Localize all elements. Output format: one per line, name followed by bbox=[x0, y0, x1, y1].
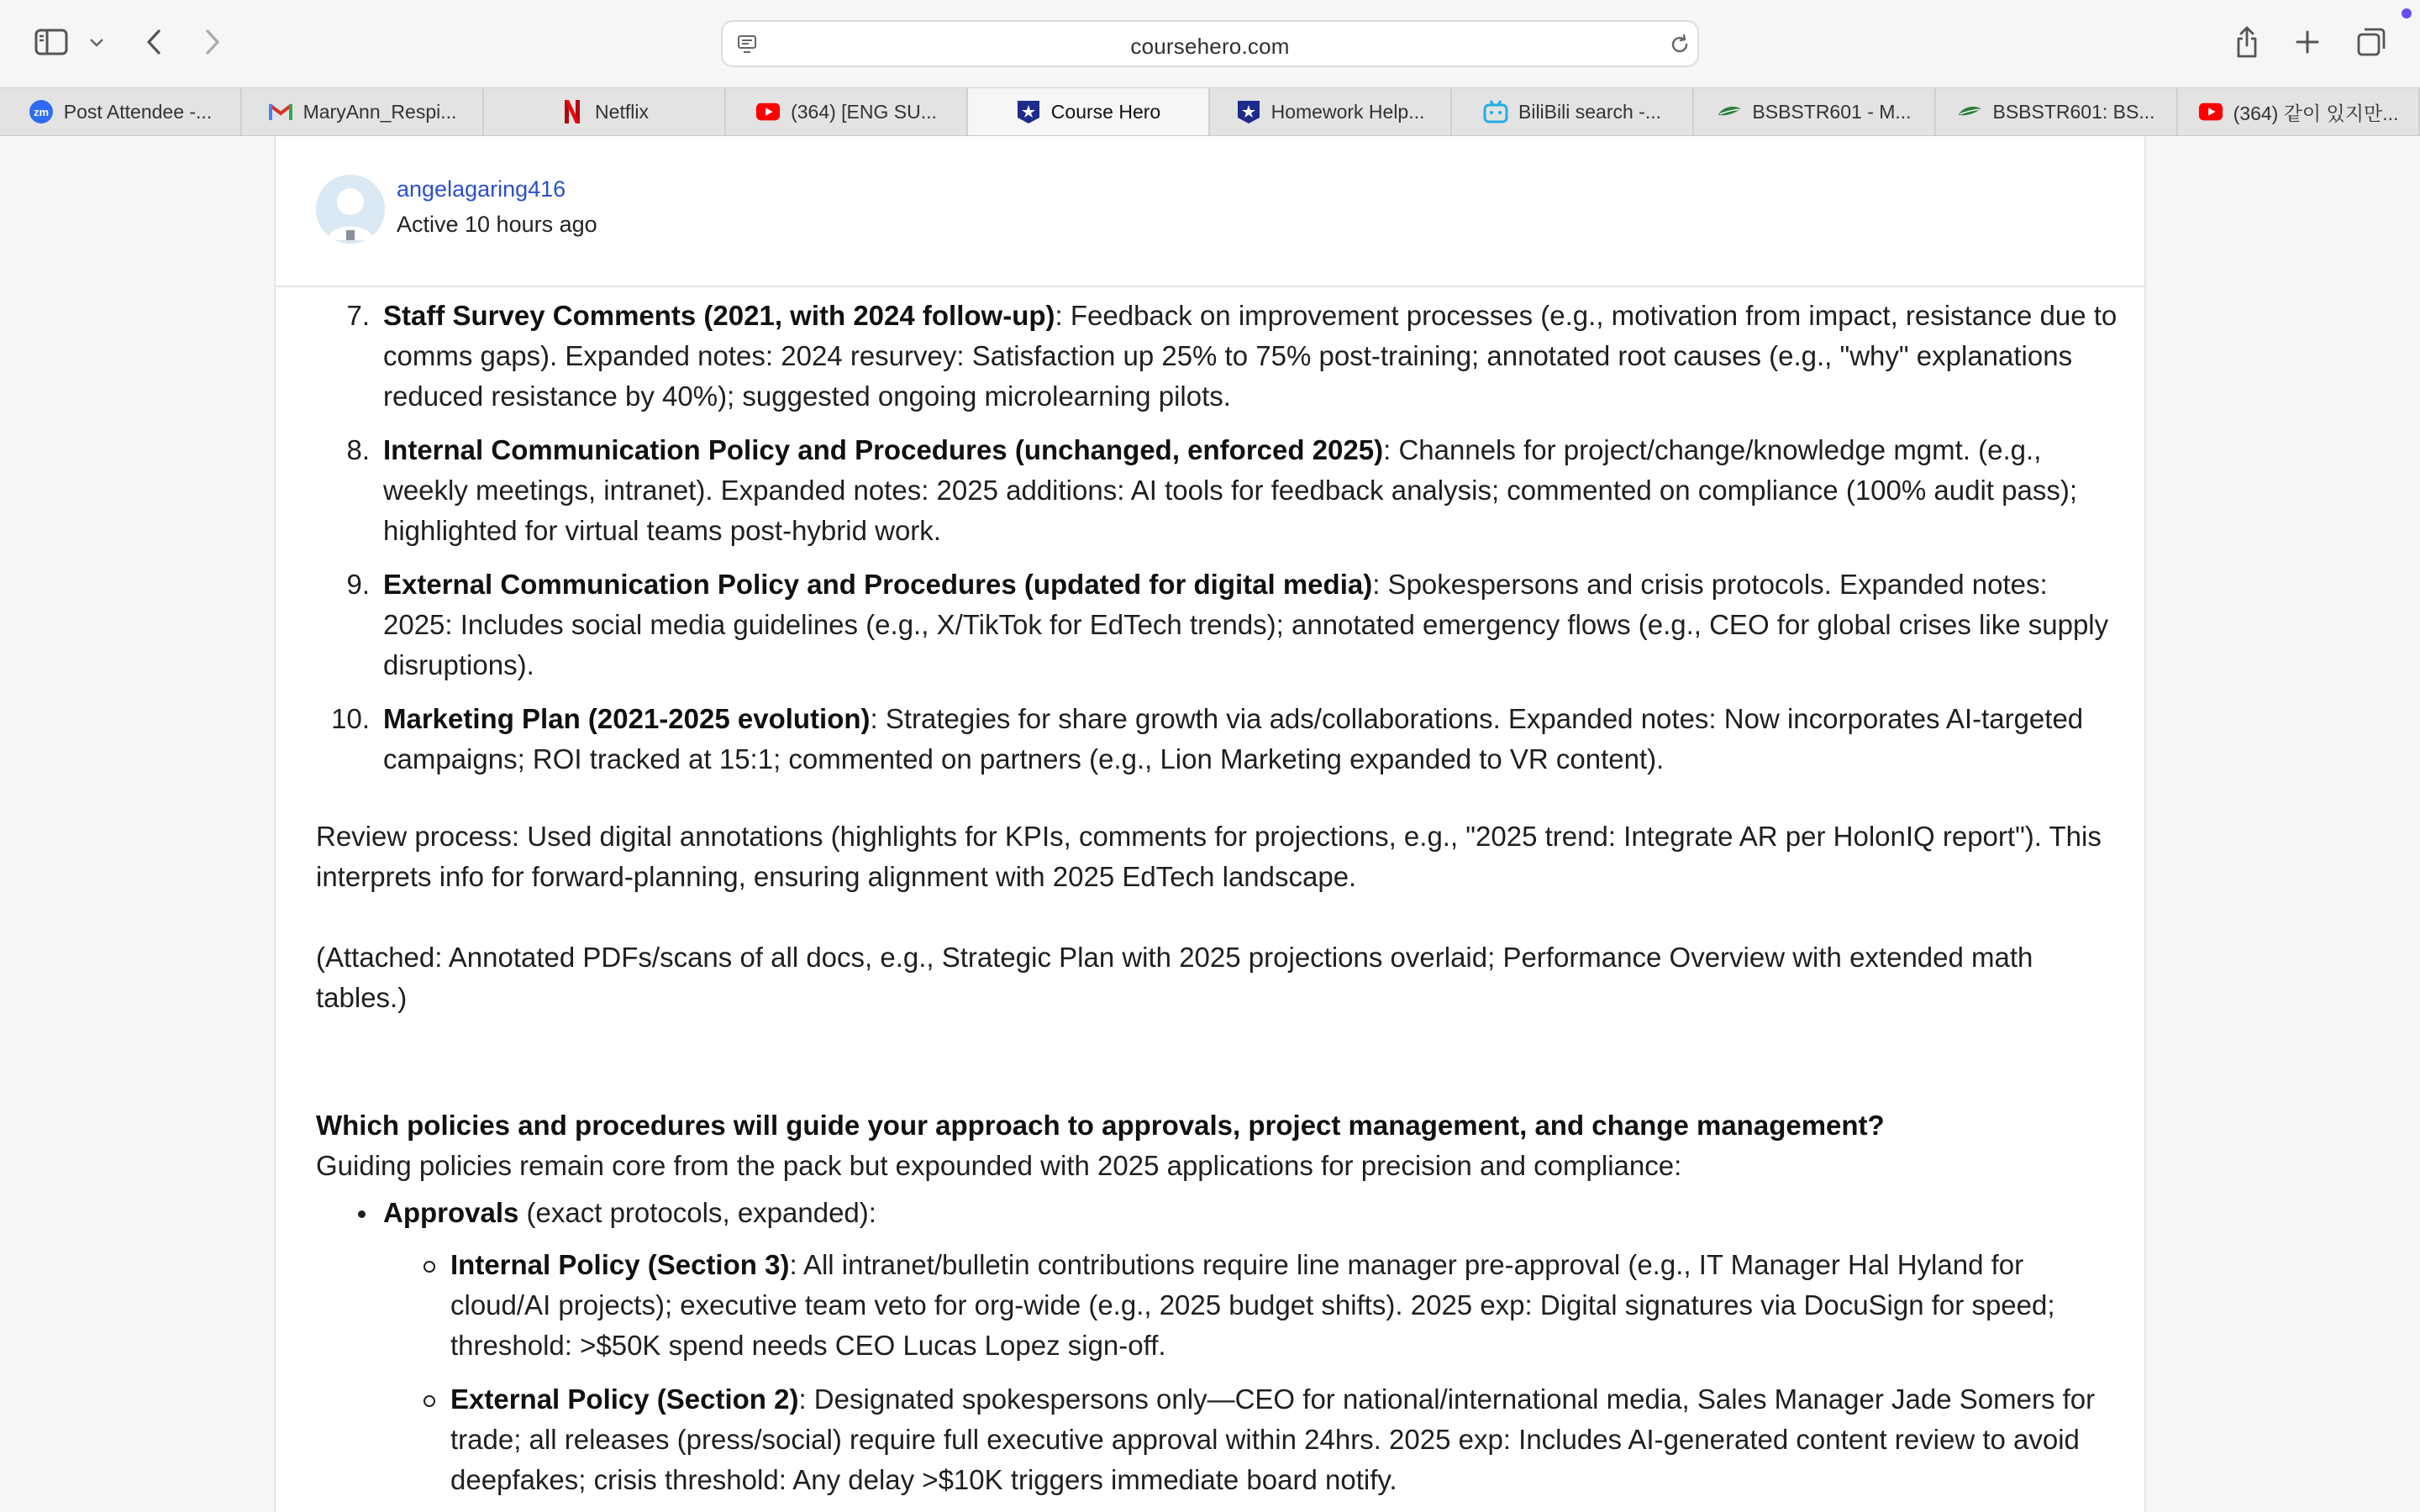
sub-list-item bbox=[383, 1379, 2123, 1500]
item-title: External Communication Policy and Procedures (updated for digital media) bbox=[383, 569, 1373, 600]
page-background bbox=[0, 136, 2420, 1512]
item-text: : Feedback on improvement processes (e.g., motivation from impact, resistance due to comms gaps). Expanded notes: 2024 resurvey: Satisfaction up 25% to 75% post-training; annotated root causes (e.g., "why" explanations reduced resistance by 40%); suggested ongoing microlearning pilots. bbox=[383, 300, 2118, 412]
list-item: 8. Internal Communication Policy and Procedures (unchanged, enforced 2025): Channels for project/change/knowledge mgmt. (e.g., weekly meetings, intranet). Expanded notes: 2025 additions: AI tools for feedback analysis; commented on compliance (100% audit pass); highlighted for virtual teams post-hybrid work. bbox=[346, 434, 2077, 546]
review-process-text: Review process: Used digital annotations (highlights for KPIs, comments for projections, e.g., "2025 trend: Integrate AR per HolonIQ report"). This interprets info for forward-planning, ensuring alignment with 2025 EdTech landscape. bbox=[316, 821, 2102, 892]
post-body bbox=[316, 287, 2123, 1512]
list-item-approvals: Approvals (exact protocols, expanded): Internal Policy (Section 3): All intranet/bulletin contributions require line manager pre-approval (e.g., IT Manager Hal Hyland for cloud/AI projects); executive team veto for org-wide (e.g., 2025 budget shifts). 2025 exp: Digital signatures via DocuSign for speed; threshold: >$50K spend needs CEO Lucas Lopez sign-off. External Policy (Section 2): Designated spokespersons only—CEO for national/international media, Sales Manager Jade Somers for trade; all releases (press/social) require full executive approval within 24hrs. 2025 exp: Includes AI-generated content review to avoid deepfakes; crisis threshold: Any delay >$10K triggers immediate board notify. bbox=[316, 1193, 2123, 1500]
svg-text:zm: zm bbox=[33, 106, 49, 118]
item-text: : Strategies for share growth via ads/collaborations. Expanded notes: Now incorporates AI-targeted campaigns; ROI tracked at 15:1; commented on partners (e.g., Lion Marketing expanded to VR content). bbox=[383, 703, 2084, 774]
tab-course-hero[interactable]: Course Hero bbox=[968, 88, 1210, 135]
notification-dot bbox=[2402, 8, 2412, 18]
approaches-list bbox=[316, 1193, 2123, 1500]
avatar[interactable] bbox=[316, 175, 385, 244]
tab-bar bbox=[0, 87, 2420, 136]
coursehero-icon bbox=[1016, 99, 1041, 124]
list-item: 10. Marketing Plan (2021-2025 evolution): Strategies for share growth via ads/collaborations. Expanded notes: Now incorporates AI-targeted campaigns; ROI tracked at 15:1; commented on partners (e.g., Lion Marketing expanded to VR content). bbox=[331, 703, 2084, 774]
back-icon[interactable] bbox=[139, 25, 168, 59]
item-text: : Channels for project/change/knowledge mgmt. (e.g., weekly meetings, intranet). Expanded notes: 2025 additions: AI tools for feedback analysis; commented on compliance (100% audit pass); highlighted for virtual teams post-hybrid work. bbox=[383, 434, 2077, 546]
sub-item-text: : Designated spokespersons only—CEO for national/international media, Sales Manager Jade Somers for trade; all releases (press/social) require full executive approval within 24hrs. 2025 exp: Includes AI-generated content review to avoid deepfakes; crisis threshold: Any delay >$10K triggers immediate board notify. bbox=[450, 1383, 2096, 1495]
question-heading: Which policies and procedures will guide your approach to approvals, project management, and change management? bbox=[316, 1110, 1885, 1141]
sub-list-item bbox=[383, 1245, 2123, 1366]
reload-icon[interactable] bbox=[1667, 32, 1692, 57]
tab-post-attendee[interactable]: zm Post Attendee -... bbox=[0, 88, 242, 135]
tab-youtube-eng[interactable]: (364) [ENG SU... bbox=[726, 88, 968, 135]
coursehero-icon bbox=[1236, 99, 1261, 124]
user-header bbox=[276, 136, 2144, 287]
gmail-icon bbox=[268, 99, 293, 124]
tab-maryann[interactable]: MaryAnn_Respi... bbox=[242, 88, 484, 135]
item-title: Marketing Plan (2021-2025 evolution) bbox=[383, 703, 871, 734]
list-item: 9. External Communication Policy and Procedures (updated for digital media): Spokespersons and crisis protocols. Expanded notes: 2025: Includes social media guidelines (e.g., X/TikTok for EdTech trends); annotated emergency flows (e.g., CEO for global crises like supply disruptions). bbox=[346, 569, 2109, 680]
tab-youtube-korean[interactable]: (364) 같이 있지만... bbox=[2178, 88, 2420, 135]
youtube-icon bbox=[2198, 99, 2223, 124]
forward-icon[interactable] bbox=[198, 25, 227, 59]
new-tab-icon[interactable] bbox=[2292, 27, 2323, 57]
leaf-icon bbox=[1717, 99, 1742, 124]
attached-note: (Attached: Annotated PDFs/scans of all docs, e.g., Strategic Plan with 2025 projections overlaid; Performance Overview with extended math tables.) bbox=[316, 942, 2033, 1013]
active-status: Active 10 hours ago bbox=[397, 212, 597, 237]
document-list bbox=[316, 296, 2123, 780]
sub-item-title: Internal Policy (Section 3) bbox=[450, 1249, 790, 1280]
item-title: Internal Communication Policy and Procedures (unchanged, enforced 2025) bbox=[383, 434, 1384, 465]
sub-item-text: : All intranet/bulletin contributions require line manager pre-approval (e.g., IT Manager Hal Hyland for cloud/AI projects); executive team veto for org-wide (e.g., 2025 budget shifts). 2025 exp: Digital signatures via DocuSign for speed; threshold: >$50K spend needs CEO Lucas Lopez sign-off. bbox=[450, 1249, 2055, 1361]
browser-toolbar bbox=[0, 0, 2420, 87]
list-item: 7. Staff Survey Comments (2021, with 2024 follow-up): Feedback on improvement processes (e.g., motivation from impact, resistance due to comms gaps). Expanded notes: 2024 resurvey: Satisfaction up 25% to 75% post-training; annotated root causes (e.g., "why" explanations reduced resistance by 40%); suggested ongoing microlearning pilots. bbox=[346, 300, 2118, 412]
zoom-icon bbox=[29, 99, 54, 124]
leaf-icon bbox=[1957, 99, 1982, 124]
question-intro: Guiding policies remain core from the pack but expounded with 2025 applications for precision and compliance: bbox=[316, 1150, 1682, 1181]
sidebar-toggle-icon[interactable] bbox=[32, 25, 71, 59]
chevron-down-icon[interactable] bbox=[86, 32, 108, 54]
tab-homework-help[interactable]: Homework Help... bbox=[1210, 88, 1452, 135]
item-title: Staff Survey Comments (2021, with 2024 follow-up) bbox=[383, 300, 1055, 331]
tab-netflix[interactable]: Netflix bbox=[484, 88, 726, 135]
tab-bilibili[interactable]: BiliBili search -... bbox=[1452, 88, 1694, 135]
tab-overview-icon[interactable] bbox=[2354, 25, 2388, 59]
url-text[interactable]: coursehero.com bbox=[1130, 34, 1290, 59]
bilibili-icon bbox=[1483, 99, 1508, 124]
tab-bsbstr601-bs[interactable]: BSBSTR601: BS... bbox=[1936, 88, 2178, 135]
share-icon[interactable] bbox=[2230, 24, 2264, 60]
youtube-icon bbox=[755, 99, 781, 124]
approvals-sublist bbox=[383, 1245, 2123, 1500]
tab-bsbstr601-m[interactable]: BSBSTR601 - M... bbox=[1694, 88, 1936, 135]
item-text: : Spokespersons and crisis protocols. Expanded notes: 2025: Includes social media guidelines (e.g., X/TikTok for EdTech trends); annotated emergency flows (e.g., CEO for global crises like supply disruptions). bbox=[383, 569, 2109, 680]
sub-item-title: External Policy (Section 2) bbox=[450, 1383, 799, 1415]
netflix-icon bbox=[560, 99, 585, 124]
answer-card bbox=[274, 136, 2146, 1512]
username-link[interactable]: angelagaring416 bbox=[397, 176, 566, 202]
address-bar[interactable] bbox=[721, 20, 1699, 67]
